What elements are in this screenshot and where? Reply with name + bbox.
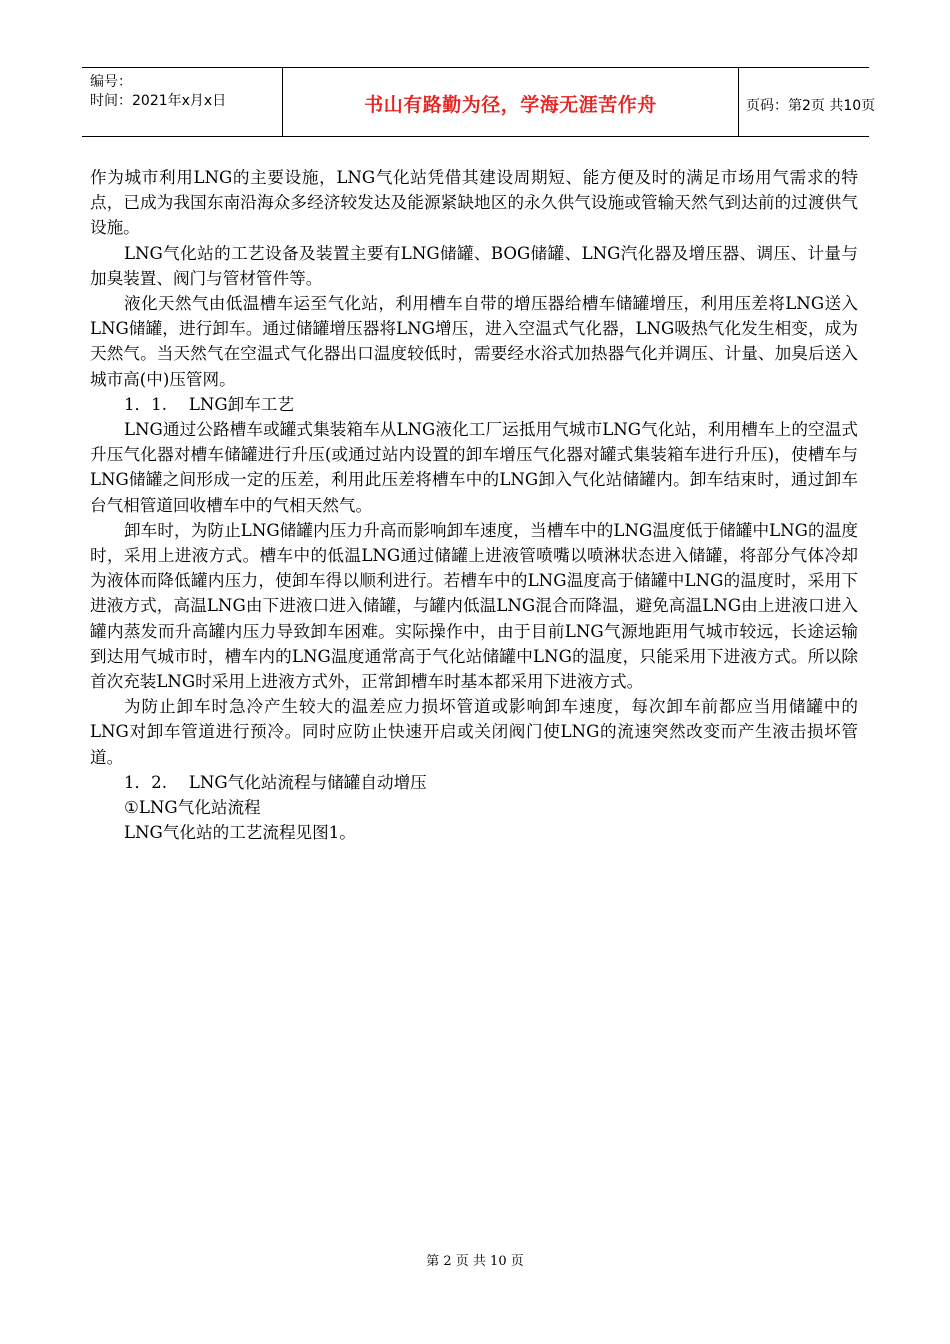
document-body — [90, 165, 858, 845]
paragraph: LNG通过公路槽车或罐式集装箱车从LNG液化工厂运抵用气城市LNG气化站，利用槽车上的空温式升压气化器对槽车储罐进行升压(或通过站内设置的卸车增压气化器对罐式集装箱车进行升压)，使槽车与LNG储罐之间形成一定的压差，利用此压差将槽车中的LNG卸入气化站储罐内。卸车结束时，通过卸车台气相管道回收槽车中的气相天然气。 — [90, 420, 858, 515]
paragraph: 为防止卸车时急冷产生较大的温差应力损坏管道或影响卸车速度，每次卸车前都应当用储罐中的LNG对卸车管道进行预冷。同时应防止快速开启或关闭阀门使LNG的流速突然改变而产生液击损坏管道。 — [90, 697, 858, 767]
page-footer: 第 2 页 共 10 页 — [426, 1254, 524, 1269]
header-page-code: 页码：第2页 共10页 — [746, 98, 876, 114]
subsection-heading: ①LNG气化站流程 — [124, 798, 261, 818]
paragraph: 作为城市利用LNG的主要设施，LNG气化站凭借其建设周期短、能方便及时的满足市场用气需求的特点，已成为我国东南沿海众多经济较发达及能源紧缺地区的永久供气设施或管输天然气到达前的过渡供气设施。 — [90, 168, 858, 238]
paragraph: 卸车时，为防止LNG储罐内压力升高而影响卸车速度，当槽车中的LNG温度低于储罐中LNG的温度时，采用上进液方式。槽车中的低温LNG通过储罐上进液管喷嘴以喷淋状态进入储罐，将部分气体冷却为液体而降低罐内压力，使卸车得以顺利进行。若槽车中的LNG温度高于储罐中LNG的温度时，采用下进液方式，高温LNG由下进液口进入储罐，与罐内低温LNG混合而降温，避免高温LNG由上进液口进入罐内蒸发而升高罐内压力导致卸车困难。实际操作中，由于目前LNG气源地距用气城市较远，长途运输到达用气城市时，槽车内的LNG温度通常高于气化站储罐中LNG的温度，只能采用下进液方式。所以除首次充装LNG时采用上进液方式外，正常卸槽车时基本都采用下进液方式。 — [90, 520, 858, 692]
paragraph: LNG气化站的工艺设备及装置主要有LNG储罐、BOG储罐、LNG汽化器及增压器、调压、计量与加臭装置、阀门与管材管件等。 — [90, 243, 858, 288]
document-time-label: 时间：2021年x月x日 — [90, 93, 227, 109]
section-heading: 1．2. LNG气化站流程与储罐自动增压 — [124, 772, 427, 792]
document-number-label: 编号： — [90, 74, 132, 90]
section-heading: 1．1. LNG卸车工艺 — [124, 394, 295, 414]
header-page-cell — [738, 68, 876, 136]
page-header — [82, 67, 876, 137]
paragraph: LNG气化站的工艺流程见图1。 — [124, 823, 356, 843]
header-motto-cell — [282, 68, 739, 136]
paragraph: 液化天然气由低温槽车运至气化站，利用槽车自带的增压器给槽车储罐增压，利用压差将LNG送入LNG储罐，进行卸车。通过储罐增压器将LNG增压，进入空温式气化器，LNG吸热气化发生相变，成为天然气。当天然气在空温式气化器出口温度较低时，需要经水浴式加热器气化并调压、计量、加臭后送入城市高(中)压管网。 — [90, 294, 858, 389]
header-motto: 书山有路勤为径，学海无涯苦作舟 — [364, 94, 657, 116]
header-meta-cell — [82, 68, 282, 136]
